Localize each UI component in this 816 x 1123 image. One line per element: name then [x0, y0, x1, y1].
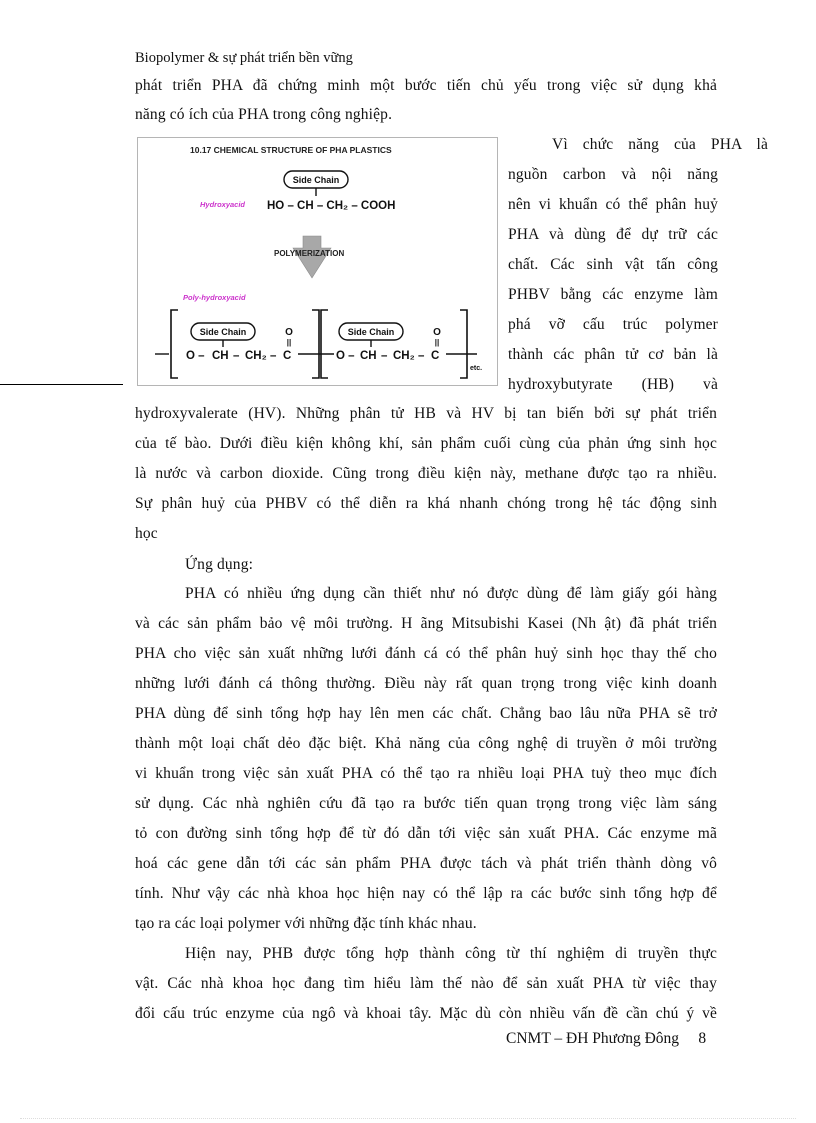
- right-bracket: [460, 310, 467, 378]
- svg-text:O: O: [433, 327, 441, 338]
- poly-hydroxyacid-label: Poly-hydroxyacid: [183, 293, 246, 302]
- body-line: vật. Các nhà khoa học đang tìm hiểu làm thế nào để sản xuất PHA từ việc thay: [135, 975, 717, 992]
- svg-text:O: O: [285, 327, 293, 338]
- body-line: PHA dùng để sinh tổng hợp hay lên men các chất. Chẳng bao lâu nữa PHA sẽ trở: [135, 705, 717, 722]
- svg-text:C: C: [283, 350, 292, 362]
- body-line: phát triển PHA đã chứng minh một bước tiến chủ yếu trong việc sử dụng khả: [135, 77, 717, 94]
- middle-bracket-right: [312, 310, 319, 378]
- body-line: thành các phân tử cơ bản là: [508, 346, 718, 363]
- svg-text:CH₂: CH₂: [245, 350, 267, 362]
- body-line: tạo ra các loại polymer với những đặc tính khác nhau.: [135, 915, 477, 932]
- body-line: hoá các gene dẫn tới các sản phẩm PHA được tách và phát triển thành dòng vô: [135, 855, 717, 872]
- page-bottom-border: [20, 1118, 796, 1119]
- body-line: nên vi khuẩn có thể phân huỷ: [508, 196, 718, 213]
- footnote-rule: [0, 384, 123, 385]
- svg-text:–: –: [233, 350, 240, 362]
- body-line: những lưới đánh cá thông thường. Điều này rất quan trọng trong việc kinh doanh: [135, 675, 717, 692]
- body-line: của tế bào. Dưới điều kiện không khí, sản phẩm cuối cùng của phản ứng sinh học: [135, 435, 717, 452]
- body-line: đổi cấu trúc enzyme của ngô và khoai tây. Mặc dù còn nhiều vấn đề cần chú ý về: [135, 1005, 717, 1022]
- svg-text:–: –: [418, 350, 425, 362]
- body-line: tỏ con đường sinh tổng hợp để từ đó dẫn tới việc sản xuất PHA. Các enzyme mã: [135, 825, 717, 842]
- side-chain-label: Side Chain: [292, 175, 340, 185]
- figure-title: 10.17 CHEMICAL STRUCTURE OF PHA PLASTICS: [190, 145, 392, 155]
- svg-text:CH: CH: [212, 350, 229, 362]
- left-bracket: [171, 310, 178, 378]
- svg-text:Side Chain: Side Chain: [199, 327, 247, 337]
- body-line: là nước và carbon dioxide. Cũng trong điều kiện này, methane được tạo ra nhiều.: [135, 465, 717, 482]
- body-line: hydroxyvalerate (HV). Những phân tử HB và HV bị tan biến bởi sự phát triển: [135, 405, 717, 422]
- pha-structure-diagram: [138, 138, 497, 385]
- body-line: năng có ích của PHA trong công nghiệp.: [135, 106, 393, 123]
- body-line: PHA có nhiều ứng dụng cần thiết như nó được dùng để làm giấy gói hàng: [185, 585, 717, 602]
- svg-text:O –: O –: [336, 350, 355, 362]
- svg-text:Side Chain: Side Chain: [347, 327, 395, 337]
- polymerization-label: POLYMERIZATION: [274, 249, 345, 258]
- svg-text:O –: O –: [186, 350, 205, 362]
- body-line: Hiện nay, PHB được tổng hợp thành công từ thí nghiệm di truyền thực: [185, 945, 717, 962]
- body-line: hydroxybutyrate (HB) và: [508, 376, 718, 393]
- monomer-formula: HO – CH – CH₂ – COOH: [267, 200, 396, 212]
- body-line: PHBV bằng các enzyme làm: [508, 286, 718, 303]
- svg-text:CH: CH: [360, 350, 377, 362]
- svg-text:C: C: [431, 350, 440, 362]
- body-line: học: [135, 525, 158, 542]
- section-heading: Ứng dụng:: [185, 556, 254, 573]
- chemical-structure-figure: [137, 137, 498, 386]
- body-line: thành một loại chất dẻo đặc biệt. Khả năng của công nghệ di truyền ở môi trường: [135, 735, 717, 752]
- page-footer: CNMT – ĐH Phương Đông 8: [506, 1030, 707, 1047]
- body-line: phá vỡ cấu trúc polymer: [508, 316, 718, 333]
- body-line: chất. Các sinh vật tấn công: [508, 256, 718, 273]
- body-line: sử dụng. Các nhà nghiên cứu đã tạo ra bước tiến quan trọng trong việc làm sáng: [135, 795, 717, 812]
- body-line: Sự phân huỷ của PHBV có thể diễn ra khá nhanh chóng trong hệ tác động sinh: [135, 495, 717, 512]
- body-line: tính. Như vậy các nhà khoa học hiện nay có thể lập ra các bước sinh tổng hợp để: [135, 885, 717, 902]
- svg-text:–: –: [270, 350, 277, 362]
- body-line: Vì chức năng của PHA là: [552, 136, 768, 153]
- svg-text:CH₂: CH₂: [393, 350, 415, 362]
- body-line: và các sản phẩm bảo vệ môi trường. H ãng Mitsubishi Kasei (Nh ật) đã phát triển: [135, 615, 717, 632]
- svg-text:||: ||: [286, 338, 292, 347]
- body-line: vi khuẩn trong việc sản xuất PHA có thể tạo ra nhiều loại PHA tuỳ theo mục đích: [135, 765, 717, 782]
- etc-label: etc.: [470, 365, 483, 372]
- page-header: Biopolymer & sự phát triển bền vững: [135, 50, 353, 66]
- polymer-unit: [336, 323, 477, 362]
- body-line: PHA và dùng để dự trữ các: [508, 226, 718, 243]
- body-line: nguồn carbon và nội năng: [508, 166, 718, 183]
- middle-bracket-left: [321, 310, 328, 378]
- hydroxyacid-label: Hydroxyacid: [200, 200, 246, 209]
- svg-text:||: ||: [434, 338, 440, 347]
- polymer-unit: [155, 323, 334, 362]
- body-line: PHA cho việc sản xuất những lưới đánh cá có thể phân huỷ sinh học thay thế cho: [135, 645, 717, 662]
- svg-text:–: –: [381, 350, 388, 362]
